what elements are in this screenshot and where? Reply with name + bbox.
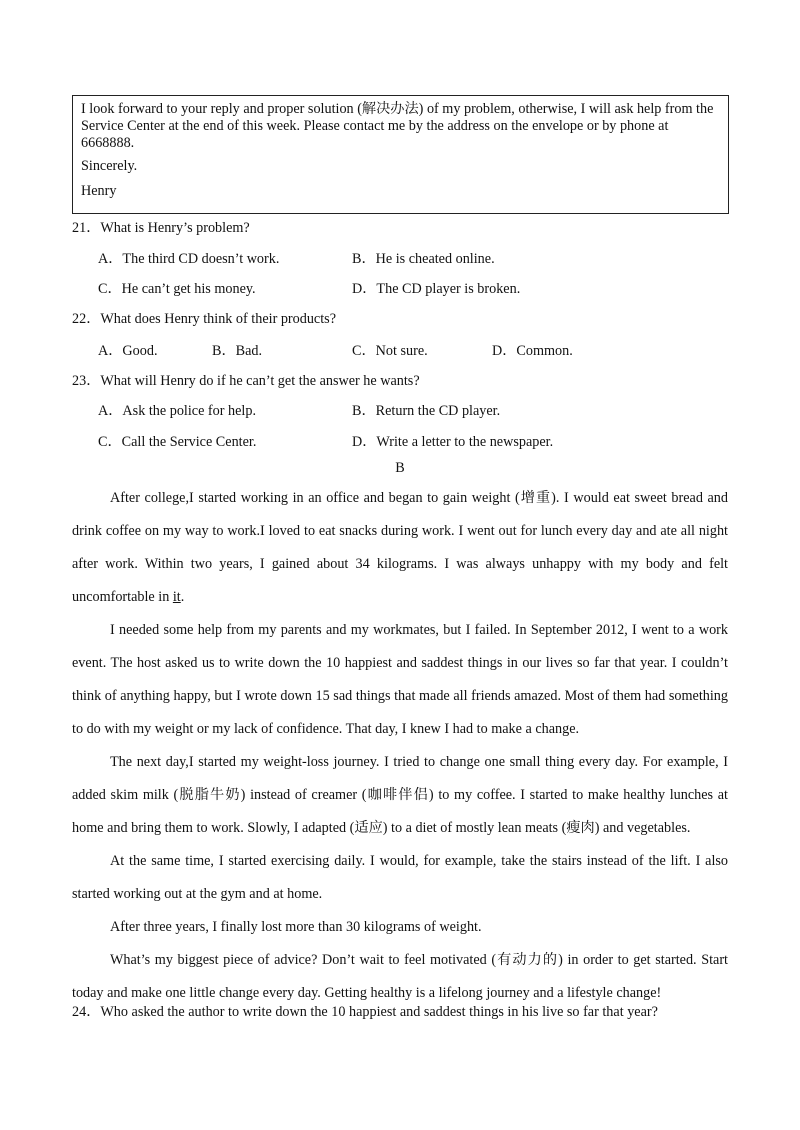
option-22-b[interactable]: B．Bad. bbox=[212, 343, 263, 359]
passage-b bbox=[72, 482, 728, 1010]
option-23-c[interactable]: C．Call the Service Center. bbox=[98, 434, 257, 450]
option-21-b[interactable]: B．He is cheated online. bbox=[352, 251, 495, 267]
question-21 bbox=[72, 217, 250, 237]
question-text: What is Henry’s problem? bbox=[100, 220, 250, 236]
question-number: 23． bbox=[72, 373, 101, 389]
passage-paragraph-1 bbox=[72, 482, 728, 614]
section-label: B bbox=[395, 460, 405, 476]
option-23-a[interactable]: A．Ask the police for help. bbox=[98, 403, 256, 419]
passage-paragraph-6: What’s my biggest piece of advice? Don’t wait to feel motivated (有动力的) in order to get started. Start today and make one little change every day. Getting healthy is a lifelong journey and a lifestyle change! bbox=[72, 952, 728, 1001]
question-text: Who asked the author to write down the 10 happiest and saddest things in his live so far that year? bbox=[100, 1004, 658, 1020]
passage-paragraph-2: I needed some help from my parents and my workmates, but I failed. In September 2012, I went to a work event. The host asked us to write down the 10 happiest and saddest things in our lives so far that year. I couldn’t think of anything happy, but I wrote down 15 sad things that made all friends amazed. Most of them had something to do with my weight or my lack of confidence. That day, I knew I had to make a change. bbox=[72, 622, 728, 737]
option-23-d[interactable]: D．Write a letter to the newspaper. bbox=[352, 434, 554, 450]
option-22-a[interactable]: A．Good. bbox=[98, 343, 158, 359]
option-21-c[interactable]: C．He can’t get his money. bbox=[98, 281, 256, 297]
letter-closing: Sincerely. bbox=[81, 158, 138, 174]
option-22-c[interactable]: C．Not sure. bbox=[352, 343, 428, 359]
passage-paragraph-3: The next day,I started my weight-loss journey. I tried to change one small thing every day. For example, I added skim milk (脱脂牛奶) instead of creamer (咖啡伴侣) to my coffee. I started to make healthy lunches at home and bring them to work. Slowly, I adapted (适应) to a diet of mostly lean meats (瘦肉) and vegetables. bbox=[72, 754, 728, 836]
letter-signature: Henry bbox=[81, 183, 117, 199]
letter-paragraph: I look forward to your reply and proper solution (解决办法) of my problem, otherwise, I will ask help from the Service Center at the end of this week. Please contact me by the address on the envelope or by phone at 6668888. bbox=[81, 101, 714, 151]
question-23 bbox=[72, 370, 420, 390]
question-24 bbox=[72, 1001, 658, 1021]
passage-text: . bbox=[180, 589, 185, 605]
question-number: 24． bbox=[72, 1004, 101, 1020]
option-23-b[interactable]: B．Return the CD player. bbox=[352, 403, 501, 419]
underlined-word: it bbox=[172, 589, 181, 605]
question-text: What does Henry think of their products? bbox=[100, 311, 336, 327]
option-21-d[interactable]: D．The CD player is broken. bbox=[352, 281, 521, 297]
letter-box bbox=[72, 95, 729, 214]
passage-text: After college,I started working in an office and began to gain weight (增重). I would eat sweet bread and drink coffee on my way to work.I loved to eat snacks during work. I went out for lunch every day and ate all night after work. Within two years, I gained about 34 kilograms. I was always unhappy with my body and felt uncomfortable in bbox=[72, 490, 728, 605]
question-number: 21． bbox=[72, 220, 101, 236]
question-text: What will Henry do if he can’t get the answer he wants? bbox=[100, 373, 420, 389]
question-number: 22． bbox=[72, 311, 101, 327]
passage-paragraph-5: After three years, I finally lost more than 30 kilograms of weight. bbox=[110, 919, 482, 935]
option-21-a[interactable]: A．The third CD doesn’t work. bbox=[98, 251, 280, 267]
passage-paragraph-4: At the same time, I started exercising daily. I would, for example, take the stairs instead of the lift. I also started working out at the gym and at home. bbox=[72, 853, 728, 902]
question-22 bbox=[72, 308, 336, 328]
option-22-d[interactable]: D．Common. bbox=[492, 343, 573, 359]
